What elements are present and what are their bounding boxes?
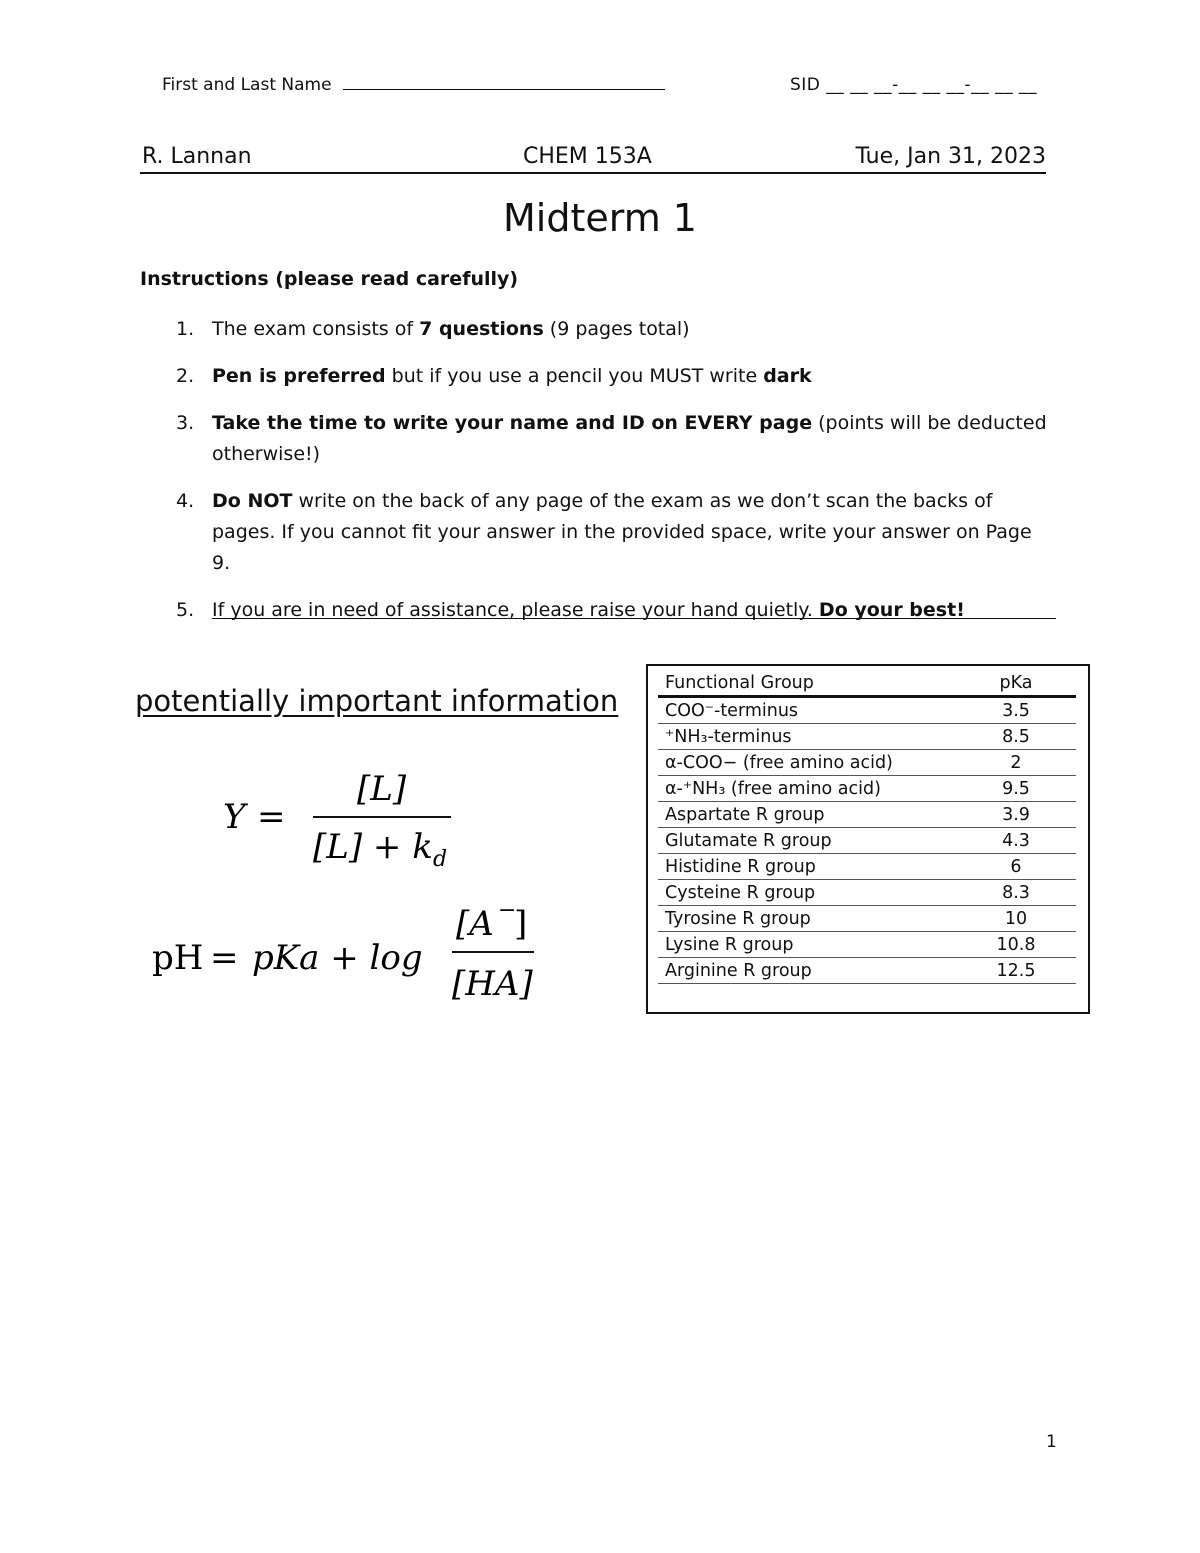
sid-label: SID __ __ __-__ __ __-__ __ __ xyxy=(790,75,1037,95)
name-field[interactable] xyxy=(162,75,665,95)
instruction-text: (9 pages total) xyxy=(543,318,690,340)
functional-group-cell: Tyrosine R group xyxy=(658,906,926,932)
pka-cell: 3.5 xyxy=(926,697,1076,724)
pka-cell: 8.3 xyxy=(926,880,1076,906)
column-header-group: Functional Group xyxy=(658,670,926,697)
instruction-number: 5. xyxy=(176,599,195,621)
page-title: Midterm 1 xyxy=(503,196,697,240)
table-row xyxy=(658,828,1076,854)
table-row xyxy=(658,697,1076,724)
equals-sign: = xyxy=(257,797,286,837)
functional-group-cell: α-COO− (free amino acid) xyxy=(658,750,926,776)
functional-group-cell: Histidine R group xyxy=(658,854,926,880)
instruction-number: 4. xyxy=(176,490,195,512)
binding-equation xyxy=(215,760,465,875)
divider xyxy=(212,618,1056,619)
henderson-equation xyxy=(148,895,548,1010)
instruction-text: dark xyxy=(763,365,812,387)
binding-numerator: [L] xyxy=(357,769,407,809)
functional-group-cell: Cysteine R group xyxy=(658,880,926,906)
info-heading: potentially important information xyxy=(135,684,619,718)
functional-group-cell: Aspartate R group xyxy=(658,802,926,828)
henderson-superscript: − xyxy=(498,898,517,923)
instruction-text: The exam consists of xyxy=(212,318,420,340)
table-row xyxy=(658,932,1076,958)
instruction-text: 7 questions xyxy=(419,318,544,340)
table-row xyxy=(658,906,1076,932)
exam-date: Tue, Jan 31, 2023 xyxy=(855,144,1046,169)
pka-cell: 9.5 xyxy=(926,776,1076,802)
instructions-list xyxy=(140,314,1050,642)
henderson-denominator: [HA] xyxy=(452,964,533,1004)
pka-cell: 12.5 xyxy=(926,958,1076,984)
instruction-number: 1. xyxy=(176,318,195,340)
henderson-lhs: pH xyxy=(152,938,204,978)
column-header-pka: pKa xyxy=(926,670,1076,697)
table-row xyxy=(658,724,1076,750)
table-row xyxy=(658,958,1076,984)
pka-cell: 3.9 xyxy=(926,802,1076,828)
instructor-name: R. Lannan xyxy=(142,144,252,169)
table-row xyxy=(658,750,1076,776)
henderson-rhs: pKa + log xyxy=(252,938,423,978)
instruction-text: Do NOT xyxy=(212,490,293,512)
instruction-text: Do your best! xyxy=(818,599,965,621)
functional-group-cell: Glutamate R group xyxy=(658,828,926,854)
instructions-heading: Instructions (please read carefully) xyxy=(140,268,519,290)
pka-cell: 4.3 xyxy=(926,828,1076,854)
instruction-text: Pen is preferred xyxy=(212,365,386,387)
table-row xyxy=(658,776,1076,802)
instruction-text: but if you use a pencil you MUST write xyxy=(385,365,764,387)
instruction-item xyxy=(140,486,1050,579)
instruction-text: If you are in need of assistance, please raise your hand quietly. xyxy=(212,599,819,621)
functional-group-cell: COO⁻-terminus xyxy=(658,697,926,724)
instruction-number: 2. xyxy=(176,365,195,387)
pka-cell: 2 xyxy=(926,750,1076,776)
table-row xyxy=(658,880,1076,906)
course-code: CHEM 153A xyxy=(523,144,652,169)
page-number: 1 xyxy=(1046,1432,1057,1452)
binding-lhs: Y xyxy=(223,797,246,837)
instruction-item xyxy=(140,595,1050,626)
pka-cell: 10.8 xyxy=(926,932,1076,958)
name-label: First and Last Name xyxy=(162,75,332,95)
functional-group-cell: ⁺NH₃-terminus xyxy=(658,724,926,750)
equals-sign: = xyxy=(210,938,239,978)
functional-group-cell: Arginine R group xyxy=(658,958,926,984)
instruction-text: (points will be deducted otherwise!) xyxy=(212,412,1047,465)
pka-table-box xyxy=(646,664,1090,1014)
table-header-row xyxy=(658,670,1076,697)
pka-cell: 8.5 xyxy=(926,724,1076,750)
pka-cell: 6 xyxy=(926,854,1076,880)
instruction-number: 3. xyxy=(176,412,195,434)
instruction-text: write on the back of any page of the exam as we don’t scan the backs of pages. If you cannot fit your answer in the provided space, write your answer on Page 9. xyxy=(212,490,1032,574)
instruction-item xyxy=(140,408,1050,470)
functional-group-cell: α-⁺NH₃ (free amino acid) xyxy=(658,776,926,802)
binding-subscript: d xyxy=(433,847,448,872)
binding-denominator: [L] + k xyxy=(313,827,433,867)
pka-table xyxy=(658,670,1076,984)
functional-group-cell: Lysine R group xyxy=(658,932,926,958)
instruction-item xyxy=(140,314,1050,345)
pka-cell: 10 xyxy=(926,906,1076,932)
instruction-item xyxy=(140,361,1050,392)
sid-field[interactable] xyxy=(790,75,1037,95)
instruction-text: Take the time to write your name and ID on EVERY page xyxy=(212,412,813,434)
table-row xyxy=(658,854,1076,880)
henderson-numerator-bracket: ] xyxy=(514,904,528,944)
exam-header xyxy=(140,142,1046,174)
table-row xyxy=(658,802,1076,828)
name-blank[interactable] xyxy=(343,75,665,90)
henderson-numerator: [A xyxy=(456,904,494,944)
